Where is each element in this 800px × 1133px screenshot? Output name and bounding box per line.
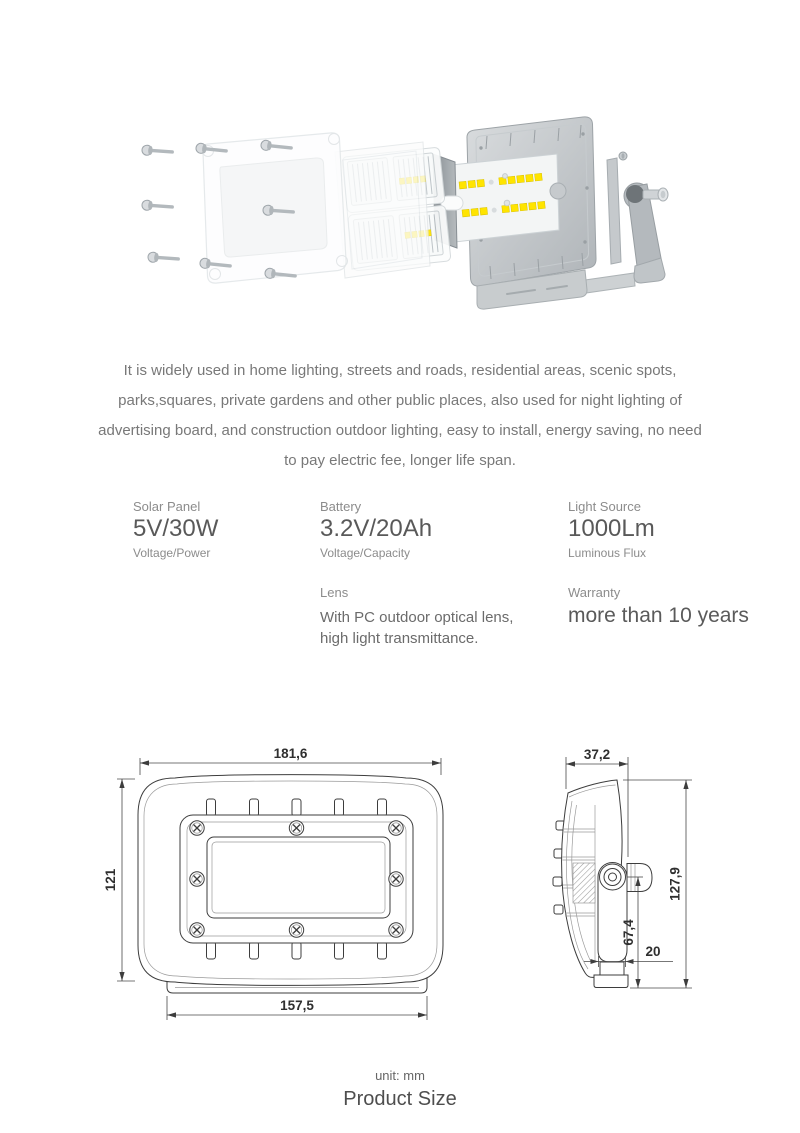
unit-note: unit: mm <box>375 1068 425 1083</box>
dim-side-depth-label: 37,2 <box>583 747 611 762</box>
gasket-frame <box>335 142 430 278</box>
small-screw-icon <box>619 152 627 160</box>
screw-icon <box>142 200 175 212</box>
dim-side-bracket-height-label: 67,4 <box>621 919 636 946</box>
spec-solar-panel <box>133 499 218 560</box>
spec-value: 3.2V/20Ah <box>320 515 433 542</box>
hatched-section <box>573 863 595 903</box>
screw-icon <box>389 923 403 937</box>
pivot-knob <box>626 185 644 203</box>
drawing-footer <box>0 1068 800 1111</box>
screw-icon <box>190 923 204 937</box>
spec-lens-description-line: With PC outdoor optical lens, <box>320 609 514 626</box>
spec-label: Lens <box>320 585 349 600</box>
screw-icon <box>389 872 403 886</box>
description-line: parks,squares, private gardens and other public places, also used for night lighting of <box>118 392 682 409</box>
spec-lens-description-line: high light transmittance. <box>320 630 479 647</box>
side-view-drawing <box>553 747 692 988</box>
screw-icon <box>190 821 204 835</box>
description-line: It is widely used in home lighting, streets and roads, residential areas, scenic spots, <box>123 362 677 379</box>
screw-icon <box>142 145 175 157</box>
spec-value: more than 10 years <box>568 604 749 627</box>
front-view-drawing <box>103 746 443 1020</box>
lens-window <box>207 837 390 918</box>
dim-front-width <box>140 746 441 775</box>
front-cover <box>202 133 347 283</box>
spec-label: Solar Panel <box>133 499 201 514</box>
screw-icon <box>190 872 204 886</box>
spec-sublabel: Voltage/Capacity <box>320 546 411 560</box>
spec-sublabel: Luminous Flux <box>568 546 647 560</box>
screw-icon <box>148 252 181 264</box>
spec-label: Battery <box>320 499 362 514</box>
spec-lens-description <box>320 607 513 649</box>
spec-value: 5V/30W <box>133 515 219 542</box>
product-size-title: Product Size <box>343 1088 457 1110</box>
spec-value: 1000Lm <box>568 515 655 542</box>
spec-battery <box>320 499 432 560</box>
spec-sublabel: Voltage/Power <box>133 546 211 560</box>
dim-side-height-label: 127,9 <box>667 867 683 901</box>
description-line: advertising board, and construction outdoor lighting, easy to install, energy saving, no need <box>98 422 702 439</box>
spec-warranty <box>568 585 749 627</box>
mounting-bracket-arm <box>585 152 668 293</box>
spec-lens <box>320 585 513 649</box>
spec-label: Light Source <box>568 499 641 514</box>
led-board <box>451 154 566 242</box>
dim-front-height-label: 121 <box>103 868 118 892</box>
product-description <box>65 356 735 476</box>
dim-front-base-width-label: 157,5 <box>280 998 314 1013</box>
screw-icon <box>389 821 403 835</box>
description-line: to pay electric fee, longer life span. <box>284 452 516 469</box>
product-exploded-view-image <box>115 90 685 330</box>
dimension-drawing <box>95 735 775 1035</box>
dim-front-base-width <box>167 996 427 1020</box>
spec-label: Warranty <box>568 585 621 600</box>
dim-front-width-label: 181,6 <box>273 746 308 761</box>
screw-icon <box>289 821 303 835</box>
screw-icon <box>289 923 303 937</box>
dim-side-base-depth-label: 20 <box>645 944 661 959</box>
spec-light-source <box>568 499 655 560</box>
dim-front-height <box>103 779 135 981</box>
